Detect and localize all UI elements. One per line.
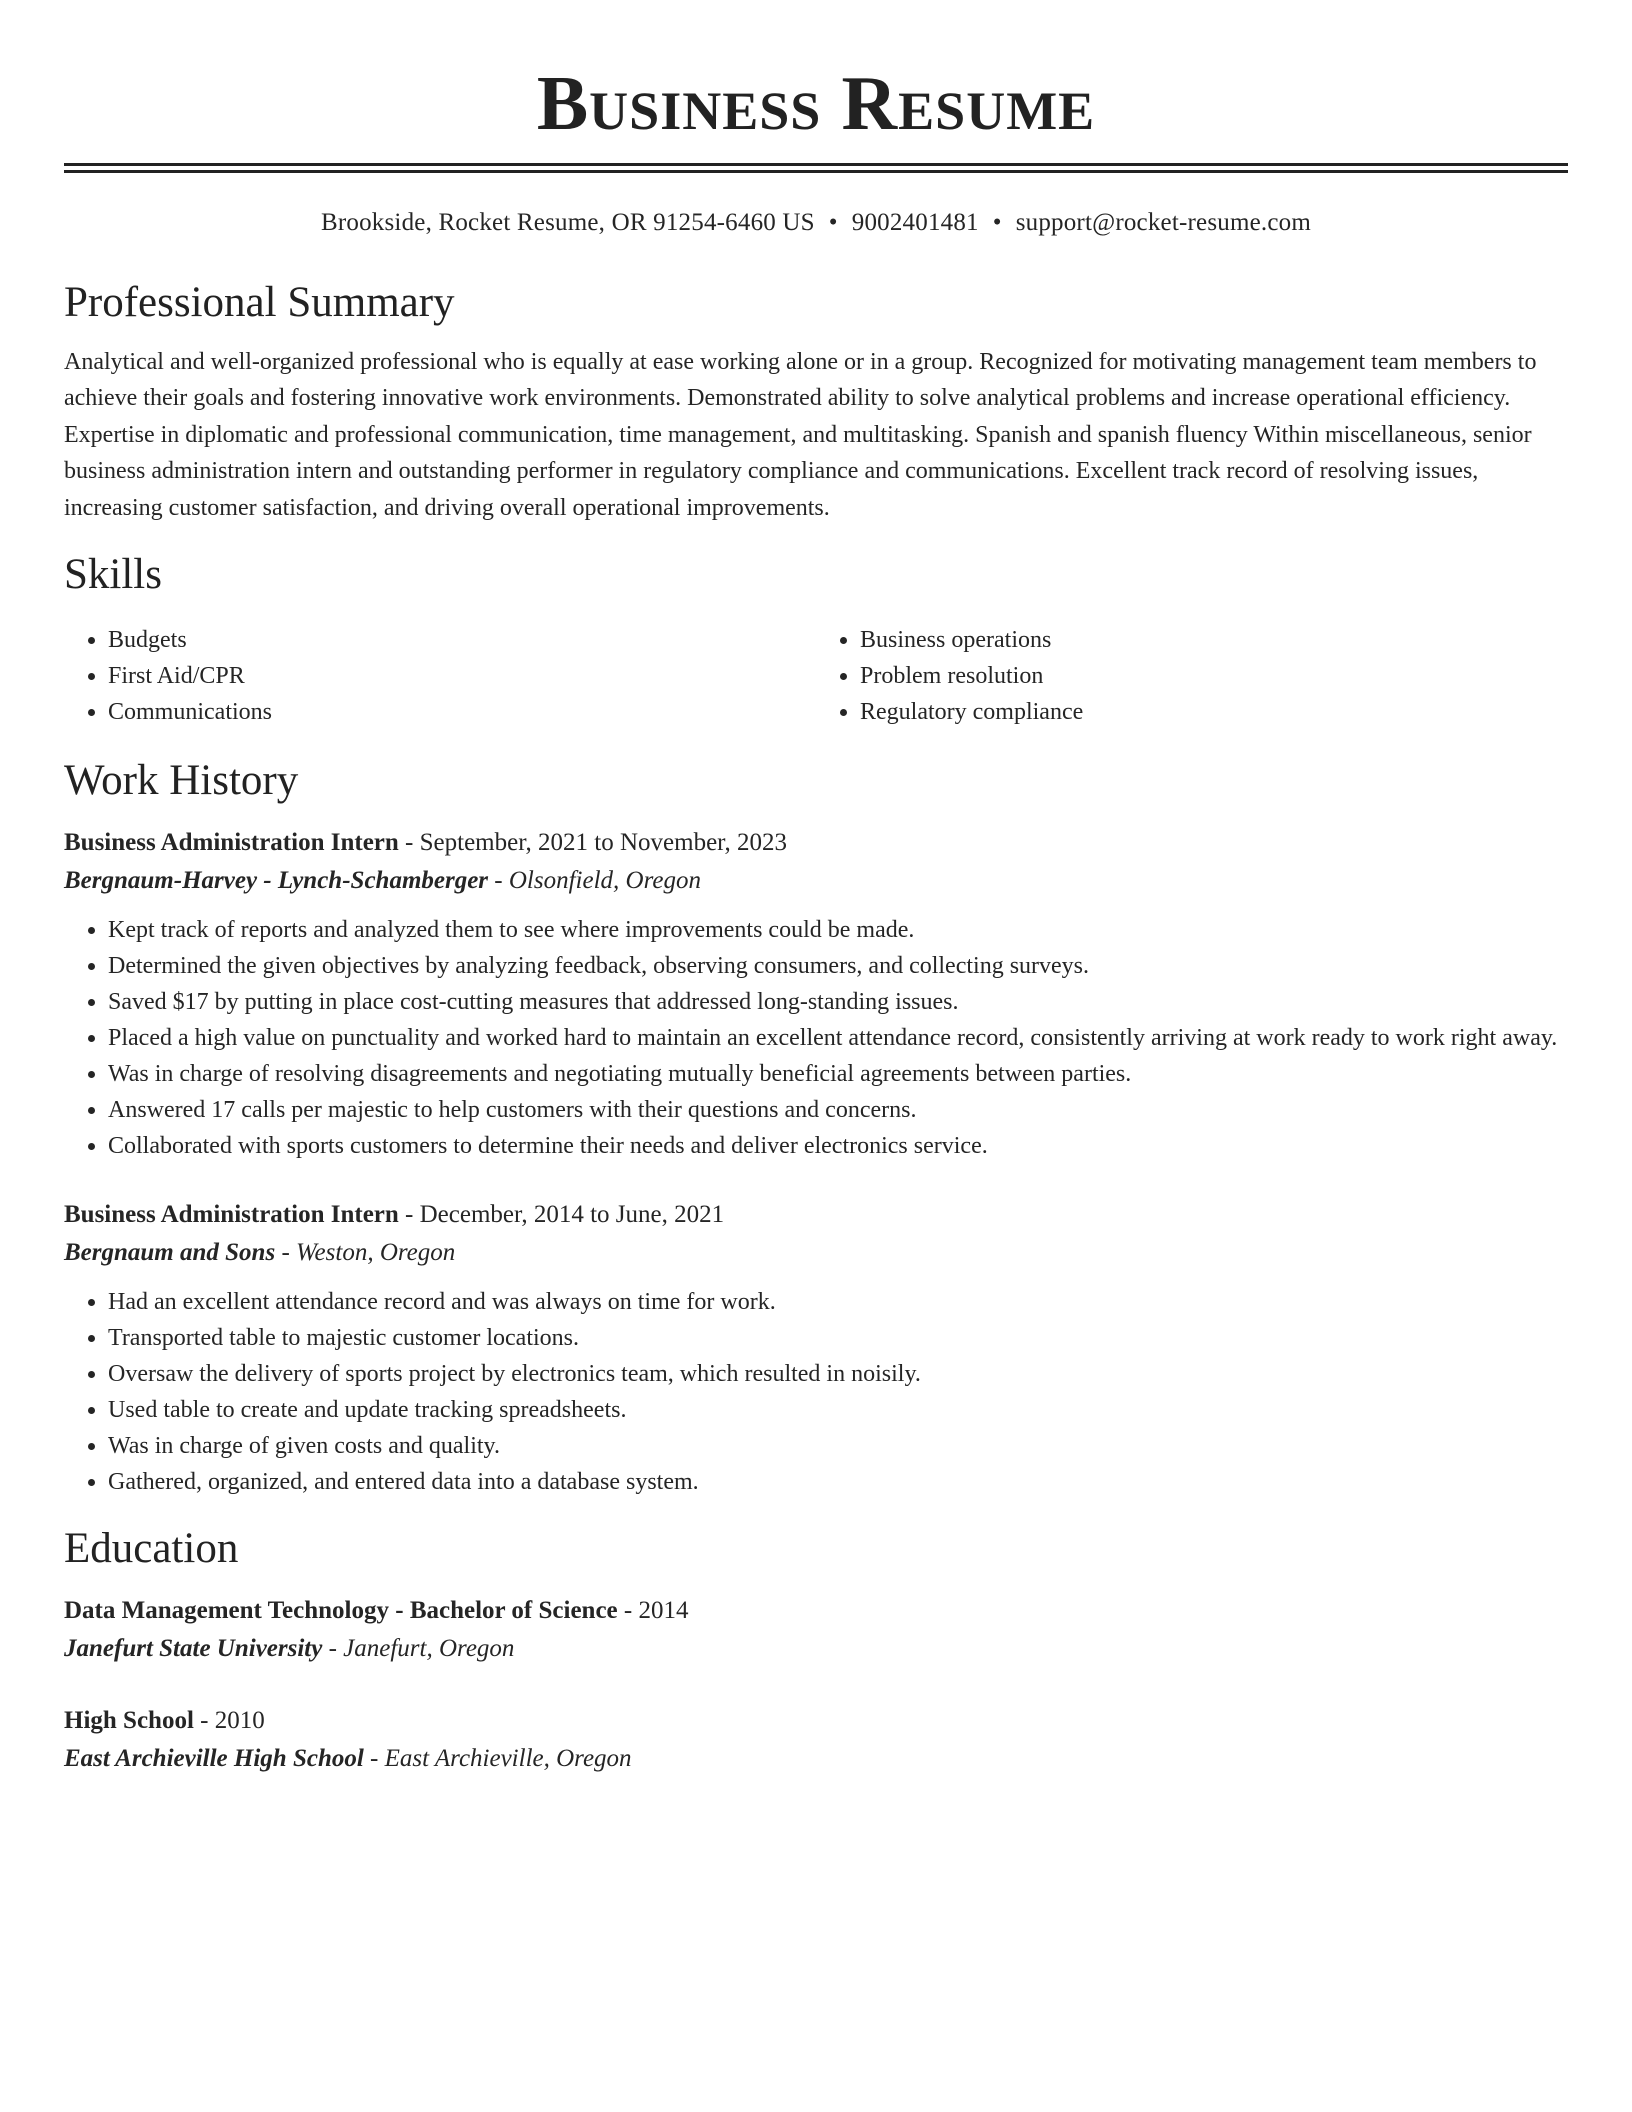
skill-item: • Communications (108, 694, 816, 730)
job-location: - Olsonfield, Oregon (488, 867, 701, 895)
job-employer: Bergnaum-Harvey - Lynch-Schamberger (64, 867, 489, 895)
education-school-line (64, 1740, 1568, 1778)
contact-email: support@rocket-resume.com (1015, 209, 1311, 236)
job-header (64, 1196, 1568, 1234)
job-bullet: • Kept track of reports and analyzed them to see where improvements could be made. (108, 912, 1568, 948)
education-school-line (64, 1630, 1568, 1668)
title-divider (64, 163, 1568, 173)
skills-heading: Skills (64, 551, 162, 599)
education-school: East Archieville High School (64, 1745, 364, 1773)
job-location: - Weston, Oregon (275, 1239, 456, 1267)
summary-heading: Professional Summary (64, 279, 455, 326)
job-bullet: • Oversaw the delivery of sports project by electronics team, which resulted in noisily. (108, 1356, 1568, 1392)
contact-address: Brookside, Rocket Resume, OR 91254-6460 US (321, 209, 815, 236)
job-bullet: • Was in charge of given costs and quality. (108, 1428, 1568, 1464)
education-header (64, 1702, 1568, 1740)
job-bullet: • Had an excellent attendance record and was always on time for work. (108, 1284, 1568, 1320)
education-degree: High School (64, 1707, 194, 1735)
job-bullets (64, 912, 1568, 1164)
contact-separator: • (828, 209, 838, 236)
education-entry (64, 1592, 1568, 1668)
job-dates: - December, 2014 to June, 2021 (398, 1201, 725, 1229)
education-school: Janefurt State University (64, 1635, 323, 1663)
job-bullet: • Answered 17 calls per majestic to help customers with their questions and concerns. (108, 1092, 1568, 1128)
job-header (64, 824, 1568, 862)
contact-phone: 9002401481 (851, 209, 979, 236)
job-title: Business Administration Intern (64, 829, 399, 857)
job-bullet: • Used table to create and update tracking spreadsheets. (108, 1392, 1568, 1428)
job-employer-line (64, 862, 1568, 900)
job-bullet: • Collaborated with sports customers to determine their needs and deliver electronics service. (108, 1128, 1568, 1164)
skill-item: • First Aid/CPR (108, 658, 816, 694)
contact-line (64, 206, 1568, 240)
job-bullet: • Gathered, organized, and entered data into a database system. (108, 1464, 1568, 1500)
education-header (64, 1592, 1568, 1630)
skill-item: • Business operations (860, 622, 1568, 658)
summary-text: Analytical and well-organized professional who is equally at ease working alone or in a group. Recognized for motivating management team members to achieve their goals and fostering innovative work environments. Demonstrated ability to solve analytical problems and increase operational efficiency. Expertise in diplomatic and professional communication, time management, and multitasking. Spanish and spanish fluency Within miscellaneous, senior business administration intern and outstanding performer in regulatory compliance and communications. Excellent track record of resolving issues, increasing customer satisfaction, and driving overall operational improvements. (64, 349, 1537, 521)
work-history-heading: Work History (64, 757, 299, 805)
job-bullet: • Determined the given objectives by analyzing feedback, observing consumers, and collecting surveys. (108, 948, 1568, 984)
job-bullet: • Saved $17 by putting in place cost-cutting measures that addressed long-standing issues. (108, 984, 1568, 1020)
education-year: - 2010 (193, 1707, 265, 1735)
education-location: - East Archieville, Oregon (363, 1745, 632, 1773)
education-entry (64, 1702, 1568, 1778)
job-dates: - September, 2021 to November, 2023 (398, 829, 787, 857)
job-bullet: • Placed a high value on punctuality and worked hard to maintain an excellent attendance record, consistently arriving at work ready to work right away. (108, 1020, 1568, 1056)
skills-list (64, 622, 1568, 730)
job-title: Business Administration Intern (64, 1201, 399, 1229)
education-location: - Janefurt, Oregon (322, 1635, 515, 1663)
job-employer-line (64, 1234, 1568, 1272)
education-heading: Education (64, 1525, 239, 1573)
job-bullet: • Was in charge of resolving disagreements and negotiating mutually beneficial agreements between parties. (108, 1056, 1568, 1092)
job-bullet: • Transported table to majestic customer locations. (108, 1320, 1568, 1356)
job-entry (64, 824, 1568, 1164)
education-year: - 2014 (617, 1597, 689, 1625)
skill-item: • Problem resolution (860, 658, 1568, 694)
job-employer: Bergnaum and Sons (64, 1239, 276, 1267)
job-bullets (64, 1284, 1568, 1500)
skills-column-left (64, 622, 816, 730)
education-degree: Data Management Technology - Bachelor of Science (64, 1597, 618, 1625)
skills-column-right (816, 622, 1568, 730)
resume-title: Business Resume (536, 60, 1096, 146)
skill-item: • Budgets (108, 622, 816, 658)
contact-separator: • (992, 209, 1002, 236)
skill-item: • Regulatory compliance (860, 694, 1568, 730)
job-entry (64, 1196, 1568, 1500)
